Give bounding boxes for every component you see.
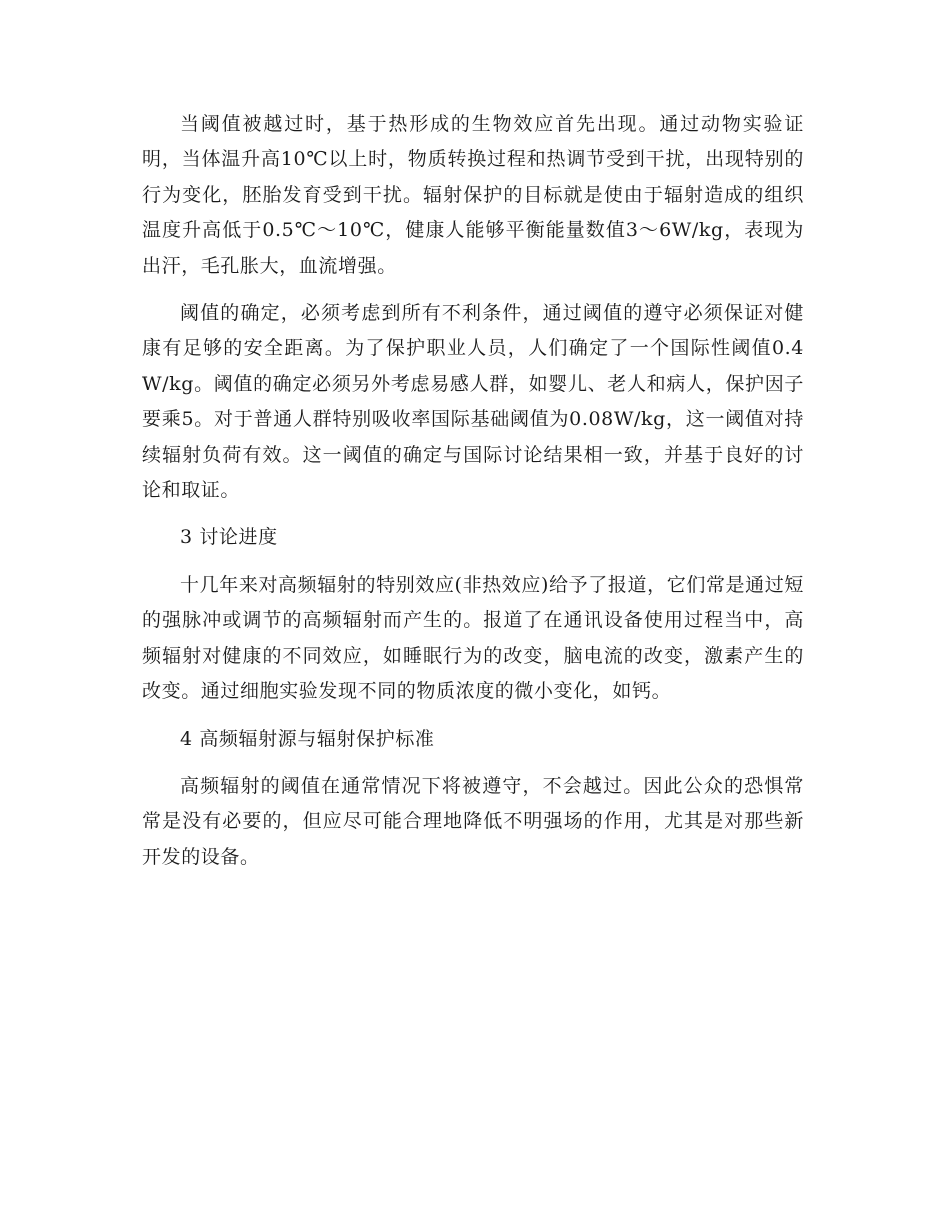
paragraph-radiation-sources: 高频辐射的阈值在通常情况下将被遵守，不会越过。因此公众的恐惧常常是没有必要的，但应尽可能合理地降低不明强场的作用，尤其是对那些新开发的设备。 bbox=[142, 774, 804, 868]
section-heading-3: 3 讨论进度 bbox=[180, 526, 278, 549]
paragraph-non-thermal-effects: 十几年来对高频辐射的特别效应(非热效应)给予了报道，它们常是通过短的强脉冲或调节的高频辐射而产生的。报道了在通讯设备使用过程当中，高频辐射对健康的不同效应，如睡眠行为的改变，脑电流的改变，激素产生的改变。通过细胞实验发现不同的物质浓度的微小变化，如钙。 bbox=[142, 573, 804, 703]
paragraph-threshold-determination: 阈值的确定，必须考虑到所有不利条件，通过阈值的遵守必须保证对健康有足够的安全距离。为了保护职业人员，人们确定了一个国际性阈值0.4W/kg。阈值的确定必须另外考虑易感人群，如婴儿、老人和病人，保护因子要乘5。对于普通人群特别吸收率国际基础阈值为0.08W/kg，这一阈值对持续辐射负荷有效。这一阈值的确定与国际讨论结果相一致，并基于良好的讨论和取证。 bbox=[142, 302, 804, 502]
document-body bbox=[142, 107, 804, 887]
paragraph-heat-effects: 当阈值被越过时，基于热形成的生物效应首先出现。通过动物实验证明，当体温升高10℃以上时，物质转换过程和热调节受到干扰，出现特别的行为变化，胚胎发育受到干扰。辐射保护的目标就是使由于辐射造成的组织温度升高低于0.5℃～10℃，健康人能够平衡能量数值3～6W/kg，表现为出汗，毛孔胀大，血流增强。 bbox=[142, 113, 804, 277]
section-heading-4: 4 高频辐射源与辐射保护标准 bbox=[180, 727, 435, 750]
